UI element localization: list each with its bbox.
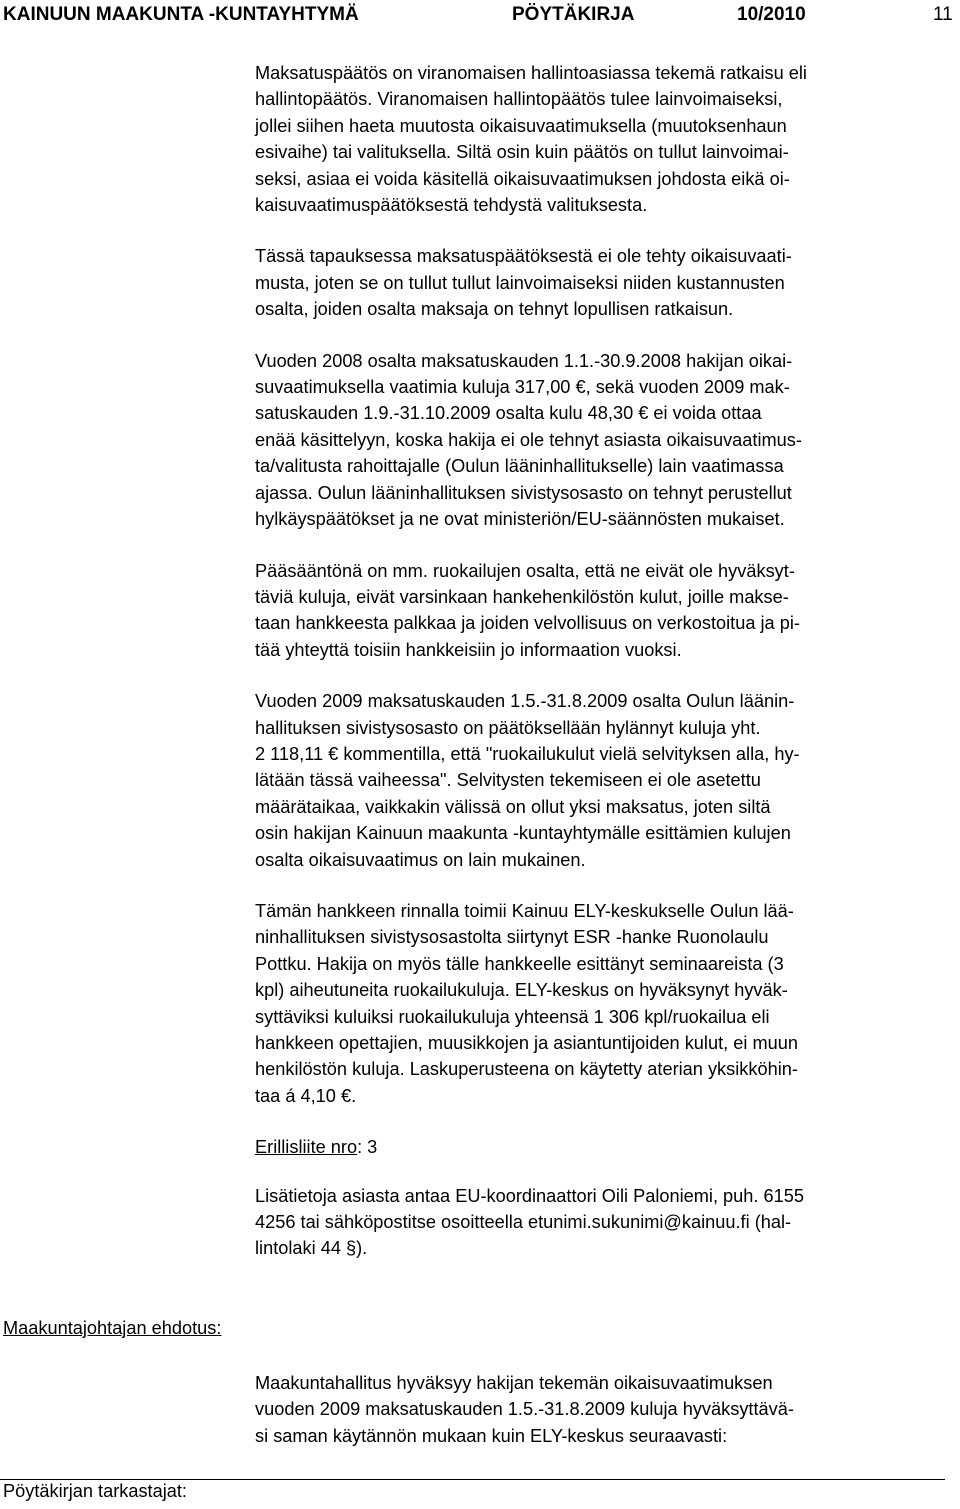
more-info-paragraph: Lisätietoja asiasta antaa EU-koordinaattori Oili Paloniemi, puh. 6155 4256 tai sähköpostitse osoitteella etunimi.sukunimi@kainuu.fi (hal- lintolaki 44 §). [255,1185,804,1259]
attachment-value: : 3 [357,1137,378,1158]
organization-name: KAINUUN MAAKUNTA -KUNTAYHTYMÄ [3,4,359,25]
proposal-text-block [255,1370,957,1474]
paragraph-meal-rule: Pääsääntönä on mm. ruokailujen osalta, että ne eivät ole hyväksyt- täviä kuluja, eivät varsinkaan hankehenkilöstön kulut, joille makse- taan hankkeesta palkkaa ja joiden velvollisuus on verkostoitua ja pi- tää yhteyttä toisiin hankkeisiin jo informaation vuoksi. [255,560,800,660]
page-number: 11 [933,4,953,25]
paragraph-2009-costs: Vuoden 2009 maksatuskauden 1.5.-31.8.2009 osalta Oulun läänin- hallituksen sivistysosasto on päätöksellään hylännyt kuluja yht. 2 118,11 € kommentilla, että "ruokailukulut vielä selvityksen alla, hy- lätään tässä vaiheessa". Selvitysten tekemiseen ei ole asetettu määrätaikaa, vaikkakin välissä on ollut yksi maksatus, joten siltä osin hakijan Kainuun maakunta -kuntayhtymälle esittämien kulujen osalta oikaisuvaatimus on lain mukainen. [255,691,800,870]
paragraph-case-status: Tässä tapauksessa maksatuspäätöksestä ei ole tehty oikaisuvaati- musta, joten se on tullut tullut lainvoimaiseksi niiden kustannusten osalta, joiden osalta maksaja on tehnyt lopullisen ratkaisun. [255,246,792,320]
proposal-text: Maakuntahallitus hyväksyy hakijan tekemän oikaisuvaatimuksen vuoden 2009 maksatuskauden 1.5.-31.8.2009 kuluja hyväksyttävä- si saman käytännön mukaan kuin ELY-keskus seuraavasti: [255,1373,794,1446]
page-header [0,0,960,32]
reviewers-label: Pöytäkirjan tarkastajat: [3,1481,187,1501]
paragraph-decision-nature: Maksatuspäätös on viranomaisen hallintoasiassa tekemä ratkaisu eli hallintopäätös. Viranomaisen hallintopäätös tulee lainvoimaiseksi, jollei siihen haeta muutosta oikaisuvaatimuksella (muutoksenhaun esivaihe) tai valituksella. Siltä osin kuin päätös on tullut lainvoimai- seksi, asiaa ei voida käsitellä oikaisuvaatimuksen johdosta eikä oi- kaisuvaatimuspäätöksestä tehdystä valituksesta. [255,63,807,216]
paragraph-2008-costs: Vuoden 2008 osalta maksatuskauden 1.1.-30.9.2008 hakijan oikai- suvaatimuksella vaatimia kuluja 317,00 €, sekä vuoden 2009 mak- satuskauden 1.9.-31.10.2009 osalta kulu 48,30 € ei voida ottaa enää käsittelyyn, koska hakija ei ole tehnyt asiasta oikaisuvaatimus- ta/valitusta rahoittajalle (Oulun lääninhallitukselle) lain vaatimassa ajassa. Oulun lääninhallituksen sivistysosasto on tehnyt perustellut hylkäyspäätökset ja ne ovat ministeriön/EU-säännösten mukaiset. [255,350,802,530]
document-number: 10/2010 [737,4,806,25]
main-text [255,60,957,1287]
attachment-label: Erillisliite nro [255,1137,358,1158]
proposal-label: Maakuntajohtajan ehdotus: [3,1318,222,1338]
document-type: PÖYTÄKIRJA [512,4,635,25]
footer-divider [0,1479,945,1480]
attachment-reference [255,1134,957,1160]
paragraph-parallel-project: Tämän hankkeen rinnalla toimii Kainuu ELY-keskukselle Oulun lää- ninhallituksen sivistysosastolta siirtynyt ESR -hanke Ruonolaulu Pottku. Hakija on myös tälle hankkeelle esittänyt seminaareista (3 kpl) aiheutuneita ruokailukuluja. ELY-keskus on hyväksynyt hyväk- syttäviksi kuluiksi ruokailukuluja yhteensä 1 306 kpl/ruokailua eli hankkeen opettajien, muusikkojen ja asiantuntijoiden kulut, ei muun henkilöstön kuluja. Laskuperusteena on käytetty aterian yksikköhin- taa á 4,10 €. [255,900,798,1106]
